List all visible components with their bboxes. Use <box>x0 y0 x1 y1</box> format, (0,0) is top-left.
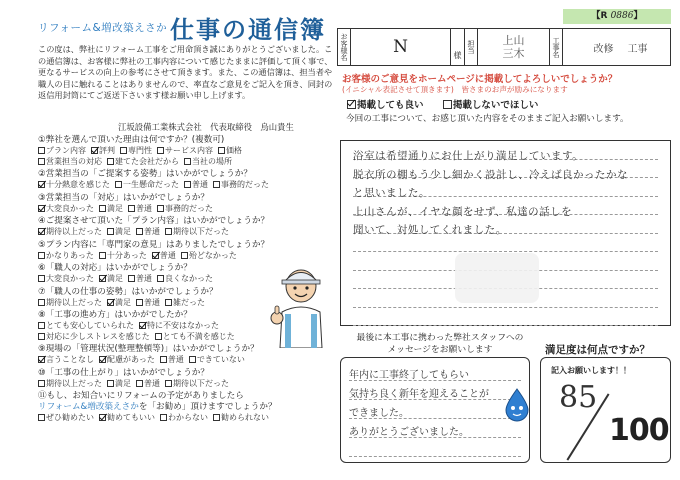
option[interactable] <box>189 355 245 366</box>
staff-heading-line-1: 最後に本工事に携わった弊社スタッフへの <box>356 333 524 343</box>
checkbox-icon[interactable] <box>115 181 122 188</box>
checked-box-icon[interactable] <box>107 299 114 306</box>
customer-info-table <box>337 28 671 66</box>
option[interactable] <box>107 298 131 309</box>
option-label: 建てた会社だから <box>115 156 179 166</box>
option[interactable] <box>157 204 213 215</box>
comment-text <box>353 147 658 332</box>
option-row <box>38 355 338 366</box>
option-row <box>38 413 338 424</box>
checked-box-icon[interactable] <box>99 356 106 363</box>
option-label: 勧められない <box>221 413 269 422</box>
checkbox-icon[interactable] <box>136 228 143 235</box>
staff-message-line: 気持ち良く新年を迎えることが <box>349 389 489 400</box>
option[interactable] <box>136 379 160 390</box>
option[interactable] <box>107 379 131 390</box>
kouji-suffix: 工事 <box>627 43 648 55</box>
checkbox-icon[interactable] <box>184 158 191 165</box>
checkbox-icon[interactable] <box>165 299 172 306</box>
option[interactable] <box>38 355 94 366</box>
checked-box-icon[interactable] <box>38 228 45 235</box>
tanto-names[interactable] <box>478 29 550 65</box>
option[interactable] <box>38 321 134 332</box>
checkbox-icon[interactable] <box>38 147 45 154</box>
checkbox-icon[interactable] <box>155 333 162 340</box>
checkbox-icon[interactable] <box>38 158 45 165</box>
question-item <box>38 135 338 167</box>
brand-name-inline: リフォーム&増改築えさか <box>38 402 139 412</box>
customer-name[interactable]: N <box>351 29 451 65</box>
checkbox-icon[interactable] <box>136 380 143 387</box>
hp-yes-option[interactable] <box>347 97 424 111</box>
option-label: 普通 <box>144 297 160 307</box>
comment-line <box>353 314 658 333</box>
staff-message-line <box>349 442 521 461</box>
option-label: 満足 <box>115 297 131 307</box>
checkbox-icon[interactable] <box>38 322 45 329</box>
option-label: 期待以上だった <box>46 227 102 236</box>
question-text: ⑦「職人の仕事の姿勢」はいかがでしょうか？ <box>38 286 218 297</box>
option-label: 特に不安はなかった <box>147 321 219 330</box>
satisfaction-score[interactable]: 85 <box>559 380 598 415</box>
option[interactable] <box>38 227 102 238</box>
tanto-name-2: 三木 <box>502 47 525 60</box>
honorific: 様 <box>451 29 465 65</box>
option-label: 普通 <box>136 203 152 213</box>
checkbox-icon[interactable] <box>107 228 114 235</box>
question-text: ⑨現場の「管理状況(整理整頓等)」はいかがでしょうか？ <box>38 344 259 354</box>
question-text: ⑩「工事の仕上がり」はいかがでしょうか？ <box>38 367 209 378</box>
checkbox-icon[interactable] <box>184 181 191 188</box>
option[interactable] <box>38 413 94 424</box>
option-row <box>38 227 338 238</box>
hp-no-option[interactable] <box>443 97 539 111</box>
option[interactable] <box>99 355 155 366</box>
intro-paragraph: この度は、弊社にリフォーム工事をご用命頂き誠にありがとうございました。この通信簿は、お客様に弊社の工事内容について感じたままに評価して頂く事で、更なるサービスの向上の参考にさせて頂きます。また、この通信簿は、担当者や職人の目に触れることはありませんので、率直なご意見をご記入を頂き、同封の返信用封筒にてご返送下さいます様お願い申し上げます。 <box>38 44 333 100</box>
option[interactable] <box>38 298 102 309</box>
checkbox-icon[interactable] <box>38 380 45 387</box>
checkbox-icon[interactable] <box>107 158 114 165</box>
satisfaction-box[interactable] <box>540 357 671 463</box>
option-label: かなりあった <box>46 250 94 260</box>
question-item <box>38 216 338 238</box>
option-label: 専門性 <box>128 146 152 155</box>
checkbox-icon[interactable] <box>99 252 106 259</box>
option-label: 普通 <box>159 250 176 260</box>
option-label: 満足 <box>107 203 123 213</box>
checkbox-icon[interactable] <box>128 205 135 212</box>
checkbox-icon[interactable] <box>443 100 452 109</box>
satisfaction-prompt: 記入お願いします！！ <box>551 366 631 375</box>
staff-message-box[interactable] <box>340 357 530 463</box>
question-text: ⑥「職人の対応」はいかがでしょうか？ <box>38 263 192 273</box>
option[interactable] <box>38 204 94 215</box>
option[interactable] <box>99 413 155 424</box>
option[interactable] <box>115 180 179 191</box>
comment-line: 上山さんが、イヤな顔をせず、私達の話しを <box>353 205 573 218</box>
option-label: 十分熱意を感じた <box>46 180 110 189</box>
option[interactable] <box>38 157 102 168</box>
checkbox-icon[interactable] <box>157 275 164 282</box>
option[interactable] <box>213 180 269 191</box>
comment-line <box>353 277 658 296</box>
option[interactable] <box>136 227 160 238</box>
option-label: 普通 <box>136 274 152 283</box>
option-label: 期待以上だった <box>46 378 102 388</box>
comment-line <box>353 258 658 277</box>
tanto-label: 担当 <box>465 29 478 65</box>
option-label: 期待以上だった <box>46 297 102 307</box>
hp-no-label: 掲載しないでほしい <box>452 100 539 111</box>
option-row <box>38 146 338 157</box>
option-label: 事務的だった <box>221 180 269 189</box>
comment-line: と思いました。 <box>353 187 430 199</box>
checked-box-icon[interactable] <box>139 322 146 329</box>
kouji-label: 工事名 <box>550 29 563 65</box>
comment-line: 聞いて、対処してくれました。 <box>353 224 507 236</box>
comment-line <box>353 240 658 259</box>
kouji-value: 改修 <box>593 43 614 55</box>
option[interactable] <box>99 204 123 215</box>
option-label: わからない <box>168 413 208 422</box>
option-label: 良くなかった <box>165 274 213 283</box>
option-label: 営業担当の対応 <box>46 156 102 166</box>
option-label: 普通 <box>192 180 208 189</box>
checkbox-icon[interactable] <box>120 147 127 154</box>
option-label: できていない <box>196 355 245 364</box>
option-label: 普通 <box>144 378 160 388</box>
option[interactable] <box>128 274 152 285</box>
checkbox-icon[interactable] <box>38 275 45 282</box>
option[interactable] <box>99 251 147 262</box>
satisfaction-heading: 満足度は何点ですか？ <box>545 344 650 356</box>
question-text: ③営業担当の「対応」はいかがでしょうか？ <box>38 192 209 203</box>
option[interactable] <box>99 274 123 285</box>
option-label: 期待以下だった <box>173 227 229 236</box>
comment-line: 浴室は希望通りにお仕上がり満足しています。 <box>353 150 584 162</box>
comment-heading: 今回の工事について、お感じ頂いた内容をそのままご記入お願いします。 <box>346 114 629 124</box>
checked-box-icon[interactable] <box>38 181 45 188</box>
question-text: ⑧「工事の進め方」はいかがでしたか？ <box>38 310 192 320</box>
question-text-line-2 <box>38 402 338 413</box>
checked-box-icon[interactable] <box>99 414 106 421</box>
option-label: 普通 <box>144 227 160 236</box>
option[interactable] <box>38 274 94 285</box>
option-label: 対応に少しストレスを感じた <box>46 331 150 341</box>
checkbox-icon[interactable] <box>157 205 164 212</box>
checkbox-icon[interactable] <box>160 356 167 363</box>
option[interactable] <box>136 298 160 309</box>
option-label: 普通 <box>167 355 184 364</box>
checkbox-icon[interactable] <box>128 275 135 282</box>
checkbox-icon[interactable] <box>165 228 172 235</box>
checkbox-icon[interactable] <box>160 414 167 421</box>
question-item <box>38 240 338 262</box>
option[interactable] <box>38 146 86 157</box>
comment-line: 脱衣所の棚もう少し細かく設計し、冷えば良かったかな <box>353 168 628 181</box>
option[interactable] <box>152 251 176 262</box>
question-item <box>38 368 338 390</box>
option[interactable] <box>91 146 115 157</box>
option[interactable] <box>120 146 152 157</box>
checkbox-icon[interactable] <box>38 252 45 259</box>
hp-options <box>347 97 554 111</box>
hp-note: (イニシャル表記させて頂きます) 皆さまのお声が励みになります <box>342 85 568 94</box>
checkbox-icon[interactable] <box>218 147 225 154</box>
question-item <box>38 193 338 215</box>
checkbox-icon[interactable] <box>165 380 172 387</box>
option[interactable] <box>38 251 94 262</box>
tanto-name-1: 上山 <box>502 34 525 47</box>
question-text: ②営業担当の「ご提案する姿勢」はいかがでしょうか？ <box>38 169 252 179</box>
option-label: 当社の場所 <box>192 156 232 166</box>
option-label: 雑だった <box>173 297 205 307</box>
question-text: ⑤プラン内容に「専門家の意見」はありましたでしょうか？ <box>38 239 270 250</box>
option-label: 殆どなかった <box>188 250 237 260</box>
checkbox-icon[interactable] <box>189 356 196 363</box>
record-number-value: 0886 <box>610 11 634 21</box>
option-row <box>38 180 338 191</box>
checkbox-icon[interactable] <box>99 205 106 212</box>
option-label: 事務的だった <box>165 203 213 213</box>
page-title: 仕事の通信簿 <box>170 16 326 44</box>
checkbox-icon[interactable] <box>213 181 220 188</box>
checked-box-icon[interactable] <box>152 252 159 259</box>
option-label: 配慮があった <box>107 355 155 364</box>
water-drop-mascot-icon <box>504 388 530 422</box>
record-number: 【R 0886】 <box>563 9 671 24</box>
question-text: ④ご提案させて頂いた「プラン内容」はいかがでしょうか？ <box>38 216 270 226</box>
option-label: とても不満を感じた <box>162 331 235 341</box>
checkbox-icon[interactable] <box>38 333 45 340</box>
option-label: 価格 <box>226 146 242 155</box>
option[interactable] <box>184 157 232 168</box>
option[interactable] <box>165 379 229 390</box>
option-row <box>38 379 338 390</box>
comment-line <box>353 295 658 314</box>
checkbox-icon[interactable] <box>181 252 188 259</box>
option-label: サービス内容 <box>165 146 213 155</box>
option[interactable] <box>184 180 208 191</box>
question-item <box>38 169 338 191</box>
option[interactable] <box>157 274 213 285</box>
checked-box-icon[interactable] <box>38 356 45 363</box>
hp-question: お客様のご意見をホームページに掲載してよろしいでしょうか？ <box>342 74 618 85</box>
brand-name: リフォーム&増改築えさか <box>38 22 168 34</box>
option-label: プラン内容 <box>46 146 86 155</box>
satisfaction-total: 100 <box>609 413 669 448</box>
kouji-name[interactable] <box>563 29 670 65</box>
option-label: 十分あった <box>106 250 147 260</box>
option-label: 大変良かった <box>46 274 94 283</box>
record-prefix: R <box>600 11 608 21</box>
option[interactable] <box>107 227 131 238</box>
option-label: 言うことなし <box>46 355 94 364</box>
option[interactable] <box>38 379 102 390</box>
staff-message-line: できました。 <box>349 408 409 419</box>
staff-message-line: 年内に工事終了してもらい <box>349 370 469 381</box>
option-label: 一生懸命だった <box>123 180 179 189</box>
checked-box-icon[interactable] <box>38 205 45 212</box>
option-row <box>38 251 338 262</box>
hp-yes-label: 掲載しても良い <box>357 100 424 111</box>
question-text: ⑪もし、お知合いにリフォームの予定がありましたら <box>38 391 244 401</box>
checkbox-icon[interactable] <box>347 100 356 109</box>
option-label: 大変良かった <box>46 203 94 213</box>
checked-box-icon[interactable] <box>99 275 106 282</box>
checkbox-icon[interactable] <box>213 414 220 421</box>
option[interactable] <box>155 332 235 343</box>
option[interactable] <box>218 146 242 157</box>
option-label: 満足 <box>115 378 131 388</box>
staff-message-line: ありがとうございました。 <box>349 427 469 438</box>
option[interactable] <box>38 180 110 191</box>
option-label: 満足 <box>115 227 131 236</box>
staff-heading <box>340 332 540 356</box>
checkbox-icon[interactable] <box>107 380 114 387</box>
checkbox-icon[interactable] <box>38 299 45 306</box>
checkbox-icon[interactable] <box>136 299 143 306</box>
option[interactable] <box>165 298 205 309</box>
option-row <box>38 204 338 215</box>
checked-box-icon[interactable] <box>91 147 98 154</box>
worker-illustration <box>268 262 334 348</box>
signature: 江坂設備工業株式会社 代表取締役 烏山貴生 <box>118 122 294 132</box>
option[interactable] <box>157 146 213 157</box>
option-row <box>38 157 338 168</box>
checkbox-icon[interactable] <box>38 414 45 421</box>
option[interactable] <box>139 321 219 332</box>
option[interactable] <box>128 204 152 215</box>
option-label: 勧めてもいい <box>107 413 155 422</box>
option-label: とても安心していられた <box>46 321 134 330</box>
option-label: 評判 <box>99 146 115 155</box>
customer-label: お客様名 <box>338 29 351 65</box>
staff-heading-line-2: メッセージをお願いします <box>387 345 493 355</box>
staff-message-text <box>349 366 521 461</box>
option[interactable] <box>165 227 229 238</box>
question-text: ①弊社を選んで頂いた理由は何ですか？(複数可) <box>38 135 225 145</box>
option-label: 期待以下だった <box>173 378 229 388</box>
option-label: ぜひ勧めたい <box>46 413 94 422</box>
option-label: 満足 <box>107 274 123 283</box>
option[interactable] <box>181 251 237 262</box>
option[interactable] <box>160 355 184 366</box>
option[interactable] <box>107 157 179 168</box>
option[interactable] <box>213 413 269 424</box>
option[interactable] <box>38 332 150 343</box>
question-text-rest: を「お勧め」頂けますでしょうか？ <box>138 402 277 412</box>
question-item <box>38 391 338 424</box>
checkbox-icon[interactable] <box>157 147 164 154</box>
option[interactable] <box>160 413 208 424</box>
comment-box[interactable] <box>340 140 671 326</box>
